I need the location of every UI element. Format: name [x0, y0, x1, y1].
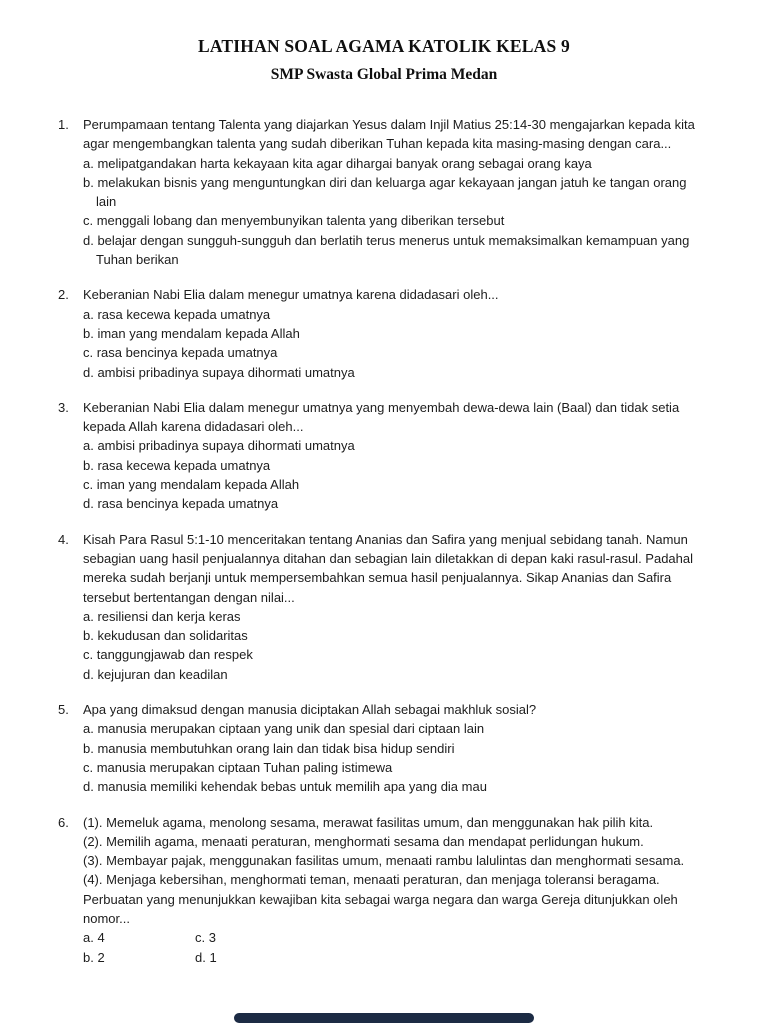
question-statement: (2). Memilih agama, menaati peraturan, menghormati sesama dan mendapat perlidungan hukum.	[83, 833, 644, 849]
question	[58, 285, 710, 381]
answer-option: a. rasa kecewa kepada umatnya	[83, 306, 271, 322]
question-number: 5.	[58, 702, 69, 718]
answer-options	[83, 305, 710, 382]
question	[58, 115, 710, 269]
answer-option: a. melipatgandakan harta kekayaan kita agar dihargai banyak orang sebagai orang kaya	[83, 155, 592, 171]
question-body	[83, 530, 710, 684]
question-number: 2.	[58, 287, 69, 303]
answer-option: c. manusia merupakan ciptaan Tuhan paling istimewa	[83, 759, 393, 775]
answer-option: a. manusia merupakan ciptaan yang unik dan spesial dari ciptaan lain	[83, 721, 485, 737]
document-title: LATIHAN SOAL AGAMA KATOLIK KELAS 9	[198, 36, 570, 56]
question-number: 1.	[58, 117, 69, 132]
question-statement: (4). Menjaga kebersihan, menghormati teman, menaati peraturan, dan menjaga toleransi beragama.	[83, 872, 660, 888]
answer-option: b. rasa kecewa kepada umatnya	[83, 457, 271, 473]
answer-option: c. tanggungjawab dan respek	[83, 647, 253, 663]
answer-option: b. iman yang mendalam kepada Allah	[83, 325, 300, 341]
question-stem: Apa yang dimaksud dengan manusia diciptakan Allah sebagai makhluk sosial?	[83, 702, 537, 718]
answer-option: d. ambisi pribadinya supaya dihormati umatnya	[83, 364, 355, 380]
school-name: SMP Swasta Global Prima Medan	[270, 66, 498, 83]
answer-options	[83, 719, 710, 796]
question-body	[83, 813, 710, 967]
question-body	[83, 115, 710, 269]
question-list	[58, 115, 710, 967]
document-header	[58, 36, 710, 84]
question-statement: (3). Membayar pajak, menggunakan fasilitas umum, menaati rambu lalulintas dan menghormati sesama.	[83, 853, 685, 869]
answer-option: b. melakukan bisnis yang menguntungkan diri dan keluarga agar kekayaan jangan jatuh ke tangan orang lain	[83, 174, 687, 210]
answer-option: b. manusia membutuhkan orang lain dan tidak bisa hidup sendiri	[83, 740, 455, 756]
question	[58, 530, 710, 684]
question-stem: Keberanian Nabi Elia dalam menegur umatnya karena didadasari oleh...	[83, 287, 499, 303]
answer-option: b. kekudusan dan solidaritas	[83, 628, 248, 644]
answer-option: c. 3	[195, 930, 216, 946]
question	[58, 813, 710, 967]
answer-option: a. ambisi pribadinya supaya dihormati umatnya	[83, 438, 355, 454]
question-stem: Perbuatan yang menunjukkan kewajiban kita sebagai warga negara dan warga Gereja ditunjukkan oleh nomor...	[83, 891, 678, 926]
answer-option: d. belajar dengan sungguh-sungguh dan berlatih terus menerus untuk memaksimalkan kemampuan yang Tuhan berikan	[83, 232, 690, 268]
question-number: 4.	[58, 531, 69, 547]
answer-option: a. 4	[83, 930, 105, 946]
question-stem: Keberanian Nabi Elia dalam menegur umatnya yang menyembah dewa-dewa lain (Baal) dan tidak setia kepada Allah karena didadasari oleh...	[83, 399, 680, 435]
answer-option: d. rasa bencinya kepada umatnya	[83, 496, 279, 512]
question	[58, 398, 710, 514]
question-number: 3.	[58, 399, 69, 415]
answer-option: c. rasa bencinya kepada umatnya	[83, 345, 278, 361]
answer-options	[83, 436, 710, 513]
answer-option: a. resiliensi dan kerja keras	[83, 608, 241, 624]
answer-option: c. menggali lobang dan menyembunyikan talenta yang diberikan tersebut	[83, 213, 505, 229]
home-indicator-bar[interactable]	[234, 1013, 534, 1023]
question-statement: (1). Memeluk agama, menolong sesama, merawat fasilitas umum, dan menggunakan hak pilih kita.	[83, 814, 654, 830]
answer-option: c. iman yang mendalam kepada Allah	[83, 477, 300, 493]
answer-options	[83, 154, 710, 270]
answer-option: d. 1	[195, 949, 217, 965]
answer-options	[83, 928, 710, 967]
answer-option: d. manusia memiliki kehendak bebas untuk memilih apa yang dia mau	[83, 779, 487, 795]
question-number: 6.	[58, 814, 69, 830]
question-body	[83, 398, 710, 514]
question-body	[83, 700, 710, 796]
question	[58, 700, 710, 796]
answer-options	[83, 607, 710, 684]
question-stem: Kisah Para Rasul 5:1-10 menceritakan tentang Ananias dan Safira yang menjual sebidang tanah. Namun sebagian uang hasil penjualannya ditahan dan sebagian lain diletakkan di depan kaki rasul-rasul. Padahal mereka sudah berjanji untuk mempersembahkan semua hasil penjualannya. Sikap Ananias dan Safira tersebut bertentangan dengan nilai...	[83, 531, 693, 605]
question-stem: Perumpamaan tentang Talenta yang diajarkan Yesus dalam Injil Matius 25:14-30 mengajarkan kepada kita agar mengembangkan talenta yang sudah diberikan Tuhan kepada kita masing-masing dengan cara...	[83, 117, 695, 152]
question-body	[83, 285, 710, 381]
answer-option: d. kejujuran dan keadilan	[83, 666, 228, 682]
answer-option: b. 2	[83, 949, 105, 965]
